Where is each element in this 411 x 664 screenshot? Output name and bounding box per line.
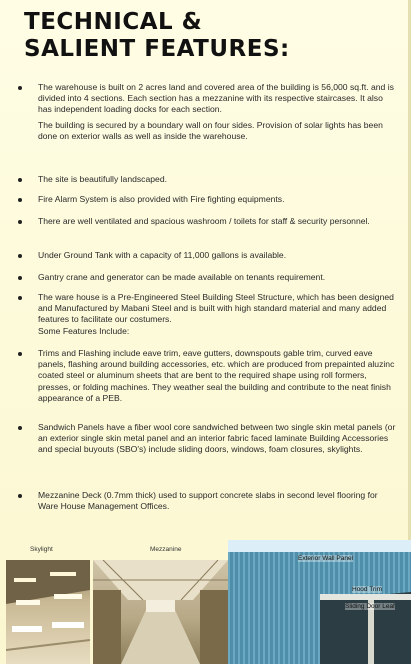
feature-text: The warehouse is built on 2 acres land and covered area of the building is 56,000 sq.ft. and is divided into 4 sections. Each section has a mezzanine with its respective staircases. It also has independent loading docks for each section. bbox=[38, 82, 394, 115]
title-line-2: SALIENT FEATURES: bbox=[24, 36, 290, 62]
mezzanine-photo bbox=[93, 560, 228, 664]
bullet-icon bbox=[18, 198, 22, 202]
feature-text: Under Ground Tank with a capacity of 11,000 gallons is available. bbox=[38, 250, 287, 260]
page-title bbox=[24, 9, 290, 63]
photo-strip bbox=[0, 540, 411, 664]
bullet-icon bbox=[18, 178, 22, 182]
skylight-photo bbox=[6, 560, 90, 664]
bullet-icon bbox=[18, 494, 22, 498]
bullet-icon bbox=[18, 86, 22, 90]
feature-text: Fire Alarm System is also provided with Fire fighting equipments. bbox=[38, 194, 285, 204]
feature-text: The site is beautifully landscaped. bbox=[38, 174, 167, 184]
bullet-icon bbox=[18, 276, 22, 280]
hood-trim-label: Hood Trim bbox=[352, 586, 382, 593]
bullet-icon bbox=[18, 426, 22, 430]
feature-text: Trims and Flashing include eave trim, eave gutters, downspouts gable trim, curved eave panels, flashing around building accessories, etc. which are produced from prepainted aluzinc coated steel or aluminum sheets that are bent to the required shape using roll formers, presses, or folding machines. They weather seal the building and contribute to the neat finish appearance of a PEB. bbox=[38, 348, 395, 403]
feature-text: Mezzanine Deck (0.7mm thick) used to support concrete slabs in second level flooring for Ware House Management Offices. bbox=[38, 490, 378, 512]
bullet-icon bbox=[18, 220, 22, 224]
bullet-icon bbox=[18, 254, 22, 258]
title-line-1: TECHNICAL & bbox=[24, 9, 203, 35]
feature-text: The building is secured by a boundary wall on four sides. Provision of solar lights has been done on exterior walls as well as inside the warehouse. bbox=[38, 119, 383, 141]
feature-text: Sandwich Panels have a fiber wool core sandwiched between two single skin metal panels (or an exterior single skin metal panel and an interior fabric faced laminate Building Accessories and special buyouts (SBO's) include sliding doors, windows, foam closures, skylights. bbox=[38, 422, 396, 455]
exterior-wall-label: Exterior Wall Panel bbox=[298, 555, 354, 562]
feature-subheading: Some Features Include: bbox=[38, 325, 130, 336]
feature-text: The ware house is a Pre-Engineered Steel Building Steel Structure, which has been designed and Manufactured by Mabani Steel and is built with high standard material and many added features to facilitate our costumers. bbox=[38, 292, 394, 325]
sliding-door-label: Sliding Door Leaf bbox=[345, 603, 395, 610]
bullet-icon bbox=[18, 352, 22, 356]
feature-text: Gantry crane and generator can be made available on tenants requirement. bbox=[38, 272, 326, 282]
mezzanine-label: Mezzanine bbox=[150, 546, 182, 553]
feature-text: There are well ventilated and spacious washroom / toilets for staff & security personnel. bbox=[38, 216, 370, 226]
skylight-label: Skylight bbox=[30, 546, 53, 553]
bullet-icon bbox=[18, 296, 22, 300]
